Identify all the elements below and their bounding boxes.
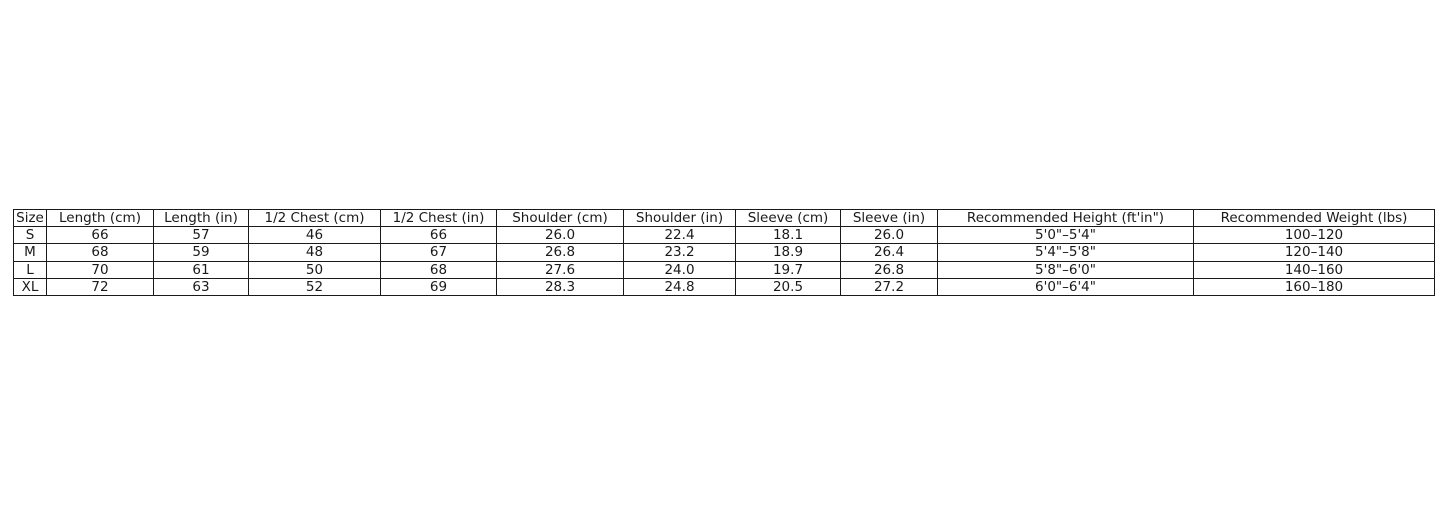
table-cell: 6'0"–6'4" — [938, 278, 1194, 295]
table-cell: 5'4"–5'8" — [938, 244, 1194, 261]
column-header: Shoulder (cm) — [497, 210, 624, 227]
table-cell: 28.3 — [497, 278, 624, 295]
table-cell: 19.7 — [736, 261, 841, 278]
table-cell: 48 — [249, 244, 381, 261]
table-row — [14, 244, 1435, 261]
table-cell: 68 — [381, 261, 497, 278]
size-cell: L — [14, 261, 47, 278]
size-chart-table — [13, 209, 1435, 296]
header-row — [14, 210, 1435, 227]
table-cell: 27.6 — [497, 261, 624, 278]
table-cell: 68 — [47, 244, 154, 261]
table-cell: 67 — [381, 244, 497, 261]
size-cell: M — [14, 244, 47, 261]
column-header: Length (cm) — [47, 210, 154, 227]
table-row — [14, 227, 1435, 244]
table-cell: 5'8"–6'0" — [938, 261, 1194, 278]
table-cell: 24.8 — [624, 278, 736, 295]
table-cell: 46 — [249, 227, 381, 244]
table-cell: 120–140 — [1194, 244, 1435, 261]
table-cell: 26.8 — [497, 244, 624, 261]
table-cell: 26.8 — [841, 261, 938, 278]
table-cell: 18.1 — [736, 227, 841, 244]
table-cell: 69 — [381, 278, 497, 295]
table-cell: 140–160 — [1194, 261, 1435, 278]
table-cell: 57 — [154, 227, 249, 244]
column-header: Recommended Weight (lbs) — [1194, 210, 1435, 227]
table-cell: 66 — [47, 227, 154, 244]
column-header: 1/2 Chest (cm) — [249, 210, 381, 227]
size-chart-body — [14, 227, 1435, 296]
table-cell: 66 — [381, 227, 497, 244]
table-cell: 24.0 — [624, 261, 736, 278]
column-header: Size — [14, 210, 47, 227]
table-cell: 5'0"–5'4" — [938, 227, 1194, 244]
table-cell: 26.4 — [841, 244, 938, 261]
table-cell: 23.2 — [624, 244, 736, 261]
column-header: Sleeve (in) — [841, 210, 938, 227]
table-cell: 26.0 — [841, 227, 938, 244]
table-cell: 22.4 — [624, 227, 736, 244]
column-header: Recommended Height (ft'in") — [938, 210, 1194, 227]
column-header: 1/2 Chest (in) — [381, 210, 497, 227]
table-cell: 100–120 — [1194, 227, 1435, 244]
table-cell: 61 — [154, 261, 249, 278]
table-cell: 18.9 — [736, 244, 841, 261]
size-chart-header — [14, 210, 1435, 227]
table-cell: 63 — [154, 278, 249, 295]
size-cell: XL — [14, 278, 47, 295]
column-header: Shoulder (in) — [624, 210, 736, 227]
column-header: Sleeve (cm) — [736, 210, 841, 227]
table-cell: 160–180 — [1194, 278, 1435, 295]
table-cell: 52 — [249, 278, 381, 295]
table-row — [14, 261, 1435, 278]
column-header: Length (in) — [154, 210, 249, 227]
table-cell: 70 — [47, 261, 154, 278]
table-cell: 26.0 — [497, 227, 624, 244]
table-cell: 59 — [154, 244, 249, 261]
table-cell: 50 — [249, 261, 381, 278]
table-row — [14, 278, 1435, 295]
size-cell: S — [14, 227, 47, 244]
table-cell: 27.2 — [841, 278, 938, 295]
table-cell: 72 — [47, 278, 154, 295]
table-cell: 20.5 — [736, 278, 841, 295]
